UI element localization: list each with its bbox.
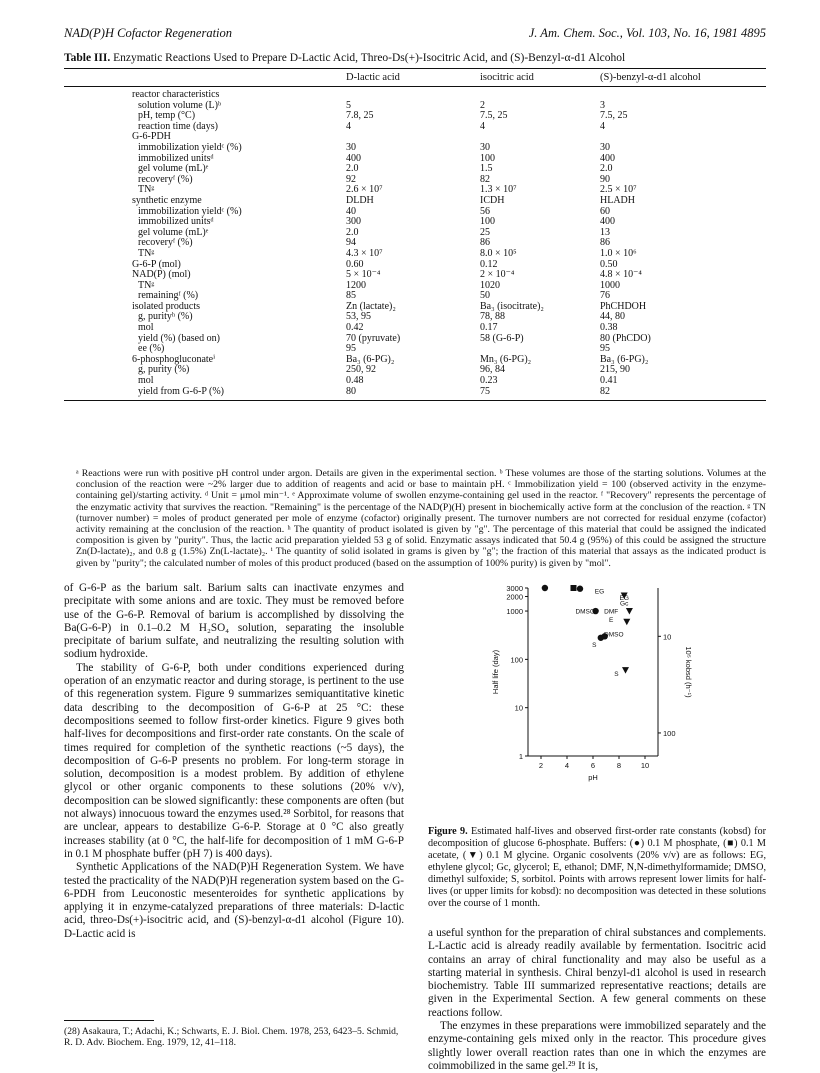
table-body bbox=[64, 90, 766, 397]
table-cell: 0.60 bbox=[346, 258, 364, 270]
left-column bbox=[64, 582, 404, 941]
table-row-label: recoveryᶠ (%) bbox=[138, 173, 193, 185]
table-row-label: NAD(P) (mol) bbox=[132, 269, 191, 281]
table-cell: 4.8 × 10⁻⁴ bbox=[600, 269, 642, 281]
x-tick-label: 6 bbox=[590, 761, 596, 770]
table-cell: 76 bbox=[600, 290, 610, 302]
x-tick-label: 2 bbox=[538, 761, 544, 770]
annotation-label: DMSO bbox=[575, 608, 595, 616]
table-cell: 1.5 bbox=[480, 163, 493, 175]
table-row-label: immobilization yieldᶜ (%) bbox=[138, 205, 242, 217]
table-cell: 215, 90 bbox=[600, 364, 630, 376]
table-cell: 400 bbox=[600, 216, 615, 228]
table-caption bbox=[64, 52, 774, 64]
table-row bbox=[64, 387, 766, 398]
table-cell: 100 bbox=[480, 216, 495, 228]
y-tick-label: 2000 bbox=[506, 592, 523, 602]
table-cell: 50 bbox=[480, 290, 490, 302]
table-row bbox=[64, 196, 766, 207]
table-cell: 92 bbox=[346, 173, 356, 185]
table-row-label: mol bbox=[138, 375, 154, 387]
table-row bbox=[64, 143, 766, 154]
table-row-label: immobilized unitsᵈ bbox=[138, 216, 214, 228]
right-column bbox=[428, 927, 766, 1073]
table-cell: 30 bbox=[346, 141, 356, 153]
figure-caption-text: Estimated half-lives and observed first-order rate constants (kobsd) for decomposition of glucose 6-phosphate. Buffers: (●) 0.1 M phosphate, (■) 0.1 M acetate, (▼) 0.1 M glycine. Organic cosolvents (20% v/v) are as follows: EG, ethylene glycol; Gc, glycerol; E, ethanol; DMF, N,N-dimethylformamide; DMSO, dimethyl sulfoxide; S, sorbitol. Points with arrows represent lower limits for half-lives (or upper limits for kobsd): no decomposition was detected in these solutions over the course of 1 month. bbox=[428, 826, 766, 909]
table-cell: PhCHDOH bbox=[600, 300, 647, 312]
header-title: NAD(P)H Cofactor Regeneration bbox=[64, 26, 233, 40]
x-tick-label: 8 bbox=[616, 761, 622, 770]
table-cell: 53, 95 bbox=[346, 311, 371, 323]
table-row-label: g, purity (%) bbox=[138, 364, 190, 376]
annotation-label: EG bbox=[619, 594, 629, 602]
data-point-acetate bbox=[571, 585, 577, 591]
annotation-label: Gc bbox=[620, 600, 629, 608]
table-cell: 0.41 bbox=[600, 375, 618, 387]
data-point-glycine bbox=[622, 667, 629, 674]
table-row-label: yield (%) (based on) bbox=[138, 332, 220, 344]
table-cell: Ba₃ (6-PG)₂ bbox=[346, 353, 395, 365]
annotation-label: DMSO bbox=[604, 631, 624, 639]
table-cell: 2.6 × 10⁷ bbox=[346, 184, 383, 196]
table-row bbox=[64, 238, 766, 249]
table-cell: 86 bbox=[480, 237, 490, 249]
table-cell: 100 bbox=[480, 152, 495, 164]
table-row bbox=[64, 312, 766, 323]
figure-caption-label: Figure 9. bbox=[428, 826, 468, 837]
table-cell: 2.5 × 10⁷ bbox=[600, 184, 637, 196]
table-cell: 0.23 bbox=[480, 375, 498, 387]
table-cell: 60 bbox=[600, 205, 610, 217]
running-header bbox=[64, 26, 766, 42]
data-point-glycine bbox=[623, 619, 630, 626]
table-cell: Mn₃ (6-PG)₂ bbox=[480, 353, 532, 365]
table-cell: ICDH bbox=[480, 194, 505, 206]
body-paragraph: The enzymes in these preparations were immobilized separately and the enzyme-containing gels mixed only in the reactor. This procedure gives slightly lower overall reaction rates than one in which the enzymes are coimmobilized in the same gel.²⁹ It is, bbox=[428, 1020, 766, 1072]
table-cell: 40 bbox=[346, 205, 356, 217]
table-cell: 1200 bbox=[346, 279, 366, 291]
y2-tick-label: 100 bbox=[663, 728, 676, 738]
table-row-label: gel volume (mL)ᵉ bbox=[138, 163, 209, 175]
table-caption-text: Enzymatic Reactions Used to Prepare D-Lactic Acid, Threo-Ds(+)-Isocitric Acid, and (S)-Benzyl-α-d1 Alcohol bbox=[113, 52, 626, 64]
table-row-label: g, purityʰ (%) bbox=[138, 311, 193, 323]
y-axis-label: Half life (day) bbox=[491, 649, 500, 695]
table-cell: 56 bbox=[480, 205, 490, 217]
table-row-label: pH, temp (°C) bbox=[138, 110, 196, 122]
data-point-phosphate bbox=[542, 585, 548, 591]
table-cell: 7.8, 25 bbox=[346, 110, 374, 122]
table-col-header: D-lactic acid bbox=[346, 72, 400, 83]
x-tick-label: 4 bbox=[564, 761, 570, 770]
table-row-label: immobilized unitsᵈ bbox=[138, 152, 214, 164]
table-row-label: reaction time (days) bbox=[138, 120, 218, 132]
figure-9 bbox=[488, 580, 692, 804]
table-cell: 80 bbox=[346, 385, 356, 397]
table-cell: Zn (lactate)₂ bbox=[346, 300, 396, 312]
table-cell: 96, 84 bbox=[480, 364, 505, 376]
table-row-label: yield from G-6-P (%) bbox=[138, 385, 224, 397]
table-row-label: G-6-P (mol) bbox=[132, 258, 181, 270]
body-paragraph: The stability of G-6-P, both under conditions experienced during operation of an enzymatic reactor and during storage, is pertinent to the use of this regeneration system. Figure 9 summarizes semiquantitative kinetic data describing to the decomposition of G-6-P at 25 °C: these decompositions seemed to follow first-order kinetics. Figure 9 gives both half-lives for decompositions and first-order rate constants. On the scale of times required for completion of the synthetic reactions (~5 days), the decomposition of G-6-P presents no problem. For long-term storage in solution, decomposition is a modest problem. By addition of ethylene glycol or other organic components to these solutions (20% v/v), decomposition can be slowed significantly: these components are often (but not always) innocuous toward the enzymes used.²⁸ Sorbitol, for reasons that are unclear, appears to destabilize G-6-P. Storage at 0 °C also greatly increases stability (at 0 °C, the half-life for decomposition of 1 mM G-6-P in 0.1 M phosphate buffer (pH 7) is 400 days). bbox=[64, 661, 404, 860]
table-row bbox=[64, 334, 766, 345]
x-axis-label: pH bbox=[588, 773, 598, 782]
table-cell: 5 × 10⁻⁴ bbox=[346, 269, 381, 281]
y-tick-label: 1000 bbox=[506, 607, 523, 617]
annotation-label: EG bbox=[594, 588, 605, 596]
table-col-header: isocitric acid bbox=[480, 72, 534, 83]
table-bottom-rule bbox=[64, 400, 766, 401]
table-cell: 95 bbox=[600, 343, 610, 355]
annotation-label: S bbox=[592, 642, 597, 650]
table-cell: 85 bbox=[346, 290, 356, 302]
table-row-label: gel volume (mL)ᵉ bbox=[138, 226, 209, 238]
table-cell: 5 bbox=[346, 99, 351, 111]
table-cell: 4 bbox=[480, 120, 485, 132]
table-cell: 400 bbox=[600, 152, 615, 164]
table-cell: 1020 bbox=[480, 279, 500, 291]
table-row-label: immobilization yieldᶜ (%) bbox=[138, 141, 242, 153]
data-point-glycine bbox=[626, 608, 633, 615]
table-cell: 3 bbox=[600, 99, 605, 111]
table-row-label: synthetic enzyme bbox=[132, 194, 202, 206]
table-cell: 30 bbox=[480, 141, 490, 153]
y2-tick-label: 10 bbox=[663, 632, 672, 642]
body-paragraph: a useful synthon for the preparation of chiral substances and complements. L-Lactic acid is already readily available by fermentation. Isocitric acid contains an array of chiral functionality and may also be useful as a starting material in synthesis. Chiral benzyl-d1 alcohol is used in research biochemistry. Table III summarized representative reactions; details are given in the Experimental Section. A few general comments on these reactions follow. bbox=[428, 927, 766, 1019]
table-cell: Ba₃ (isocitrate)₂ bbox=[480, 300, 544, 312]
table-cell: 1.0 × 10⁶ bbox=[600, 247, 637, 259]
table-row-label: reactor characteristics bbox=[132, 89, 220, 100]
table-header-rule bbox=[64, 86, 766, 87]
table-cell: 1000 bbox=[600, 279, 620, 291]
annotation-label: E bbox=[609, 616, 614, 624]
table-header bbox=[64, 72, 766, 86]
references bbox=[64, 1026, 404, 1048]
body-paragraph: of G-6-P as the barium salt. Barium salts can inactivate enzymes and precipitate with some anions and are toxic. They must be removed before use of the G-6-P. Removal of barium is accomplished by dissolving the Ba(G-6-P) in 0.1–0.2 M H₂SO₄ solution, separating the insoluble precipitate of barium sulfate, and neutralizing the resulting solution with sodium hydroxide. bbox=[64, 582, 404, 661]
reference-item: (28) Asakaura, T.; Adachi, K.; Schwarts, E. J. Biol. Chem. 1978, 253, 6423–5. Schmid, R. D. Adv. Biochem. Eng. 1979, 12, 41–118. bbox=[64, 1026, 399, 1048]
table-cell: 44, 80 bbox=[600, 311, 625, 323]
table-cell: 1.3 × 10⁷ bbox=[480, 184, 517, 196]
table-row-label: mol bbox=[138, 322, 154, 334]
table-cell: 0.42 bbox=[346, 322, 364, 334]
table-row bbox=[64, 175, 766, 186]
table-cell: 0.50 bbox=[600, 258, 618, 270]
table-footnotes: ᵃ Reactions were run with positive pH control under argon. Details are given in the experimental section. ᵇ These volumes are those of the starting solutions. Volumes at the conclusion of the reaction were ~2% larger due to addition of reagents and acid or base to maintain pH. ᶜ Immobilization yield = 100 (observed activity in the enzyme-containing gel)/starting activity. ᵈ Unit = μmol min⁻¹. ᵉ Approximate volume of swollen enzyme-containing gel used in the reactor. ᶠ "Recovery" represents the percentage of the enzymatic activity that survives the reaction. "Remaining" is the percentage of the NAD(P)(H) present in biochemically active form at the conclusion of the reaction. ᵍ TN (turnover number) = moles of product generated per mole of enzyme (cofactor) originally present. The turnover numbers are not corrected for residual enzyme (cofactor) activity remaining at the conclusion of the reaction. ʰ The quantity of product isolated is given by "g". The percentage of this material that could be assigned the indicated composition is given by "purity". Thus, the lactic acid preparation yielded 53 g of solid. Enzymatic assays indicated that 50.4 g (95%) of this could be assigned the structure Zn(D-lactate)₂, and 0.8 g (1.5%) Zn(L-lactate)₂. ⁱ The quantity of solid isolated in grams is given by "g"; the fraction of this material that assays as the indicated product is given by "purity"; the calculated number of moles of this product produced (based on the assumption of 100% purity) is given by "mol". bbox=[76, 468, 766, 569]
header-journal: J. Am. Chem. Soc., Vol. 103, No. 16, 1981 4895 bbox=[528, 26, 766, 40]
table-row bbox=[64, 365, 766, 376]
y-tick-label: 1 bbox=[518, 752, 523, 761]
table-row-label: TNᵍ bbox=[138, 184, 155, 196]
table-caption-label: Table III. bbox=[64, 52, 111, 64]
table-cell: 2 bbox=[480, 99, 485, 111]
reference-rule bbox=[64, 1020, 154, 1021]
table-row-label: 6-phosphogluconateⁱ bbox=[132, 353, 216, 365]
table-cell: 95 bbox=[346, 343, 356, 355]
table-cell: 8.0 × 10⁵ bbox=[480, 247, 517, 259]
table-cell: 13 bbox=[600, 226, 610, 238]
table-cell: 0.48 bbox=[346, 375, 364, 387]
table-row-label: isolated products bbox=[132, 300, 201, 312]
table-cell: 75 bbox=[480, 385, 490, 397]
table-cell: 58 (G-6-P) bbox=[480, 332, 524, 344]
data-point-phosphate bbox=[577, 586, 583, 592]
table-cell: 7.5, 25 bbox=[600, 110, 628, 122]
table-cell: 2 × 10⁻⁴ bbox=[480, 269, 515, 281]
y-tick-label: 10 bbox=[514, 703, 523, 713]
table-cell: 7.5, 25 bbox=[480, 110, 508, 122]
table-cell: DLDH bbox=[346, 194, 374, 206]
table-cell: HLADH bbox=[600, 194, 635, 206]
table-cell: 2.0 bbox=[600, 163, 613, 175]
table-cell: 0.38 bbox=[600, 322, 618, 334]
table-cell: 0.12 bbox=[480, 258, 498, 270]
table-cell: 70 (pyruvate) bbox=[346, 332, 401, 344]
table-cell: 4 bbox=[346, 120, 351, 132]
table-cell: 80 (PhCDO) bbox=[600, 332, 651, 344]
table-cell: 86 bbox=[600, 237, 610, 249]
table-cell: 94 bbox=[346, 237, 356, 249]
table-cell: 300 bbox=[346, 216, 361, 228]
table-cell: 2.0 bbox=[346, 226, 359, 238]
table-cell: 78, 88 bbox=[480, 311, 505, 323]
table-cell: 82 bbox=[480, 173, 490, 185]
table-row-label: recoveryᶠ (%) bbox=[138, 237, 193, 249]
table-cell: 82 bbox=[600, 385, 610, 397]
body-paragraph: Synthetic Applications of the NAD(P)H Regeneration System. We have tested the practicality of the NAD(P)H regeneration system based on the G-6-PDH from Leuconostic mesenteroides for synthetic applications by applying it in enzyme-catalyzed preparations of three materials: D-lactic acid, threo-Ds(+)-isocitric acid, and (S)-benzyl-α-d1 alcohol (Figure 10). D-Lactic acid is bbox=[64, 861, 404, 940]
table-cell: 30 bbox=[600, 141, 610, 153]
table-row-label: ee (%) bbox=[138, 343, 165, 355]
y2-axis-label: 10⁵ kobsd (h⁻¹) bbox=[684, 646, 693, 698]
table-row-label: TNᵍ bbox=[138, 247, 155, 259]
table-cell: 4.3 × 10⁷ bbox=[346, 247, 383, 259]
annotation-label: S bbox=[614, 671, 619, 679]
y-tick-label: 100 bbox=[510, 655, 523, 665]
table-row bbox=[64, 249, 766, 260]
table-cell: 400 bbox=[346, 152, 361, 164]
table-cell: 25 bbox=[480, 226, 490, 238]
chart-svg bbox=[488, 580, 692, 804]
table-cell: 0.17 bbox=[480, 322, 498, 334]
annotation-label: DMF bbox=[604, 608, 619, 616]
figure-caption bbox=[428, 826, 766, 910]
table-row bbox=[64, 90, 766, 101]
table-cell: 90 bbox=[600, 173, 610, 185]
table-row-label: TNᵍ bbox=[138, 279, 155, 291]
table-col-header: (S)-benzyl-α-d1 alcohol bbox=[600, 72, 701, 83]
y-tick-label: 3000 bbox=[506, 584, 523, 593]
table-cell: 4 bbox=[600, 120, 605, 132]
table-row-label: solution volume (L)ᵇ bbox=[138, 99, 222, 111]
table-cell: 250, 92 bbox=[346, 364, 376, 376]
table-row-label: G-6-PDH bbox=[132, 131, 171, 143]
x-tick-label: 10 bbox=[640, 761, 650, 770]
table-top-rule bbox=[64, 68, 766, 69]
table-cell: Ba₃ (6-PG)₂ bbox=[600, 353, 649, 365]
table-row bbox=[64, 270, 766, 281]
table-row-label: remainingᶠ (%) bbox=[138, 290, 199, 302]
table-cell: 2.0 bbox=[346, 163, 359, 175]
